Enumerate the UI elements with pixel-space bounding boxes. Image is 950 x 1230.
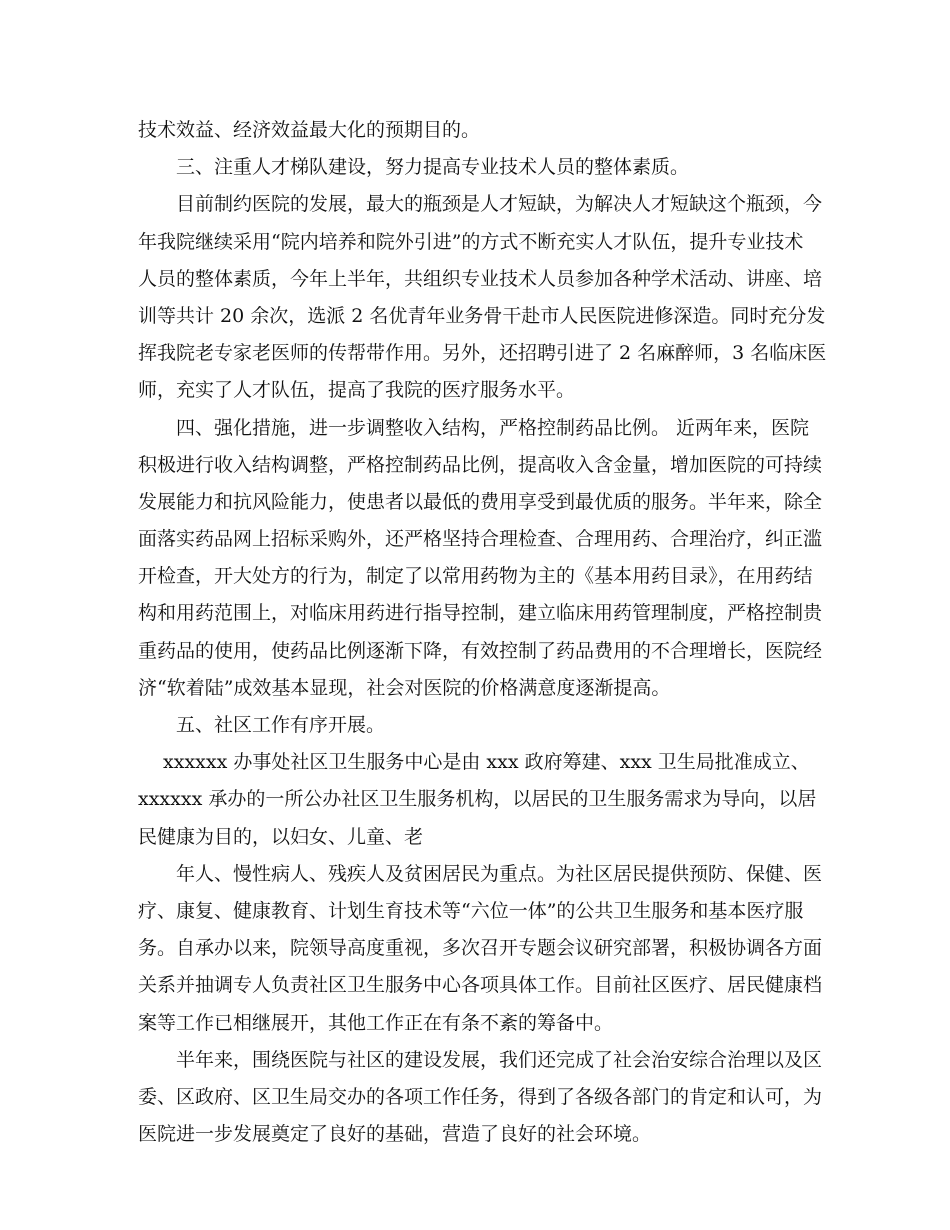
text-line: 半年来，围绕医院与社区的建设发展，我们还完成了社会治安综合治理以及区 [138, 1048, 823, 1071]
text-line: 人员的整体素质，今年上半年，共组织专业技术人员参加各种学术活动、讲座、培 [138, 267, 823, 290]
text-line: 开检查，开大处方的行为，制定了以常用药物为主的《基本用药目录》，在用药结 [138, 565, 813, 588]
section-heading-3: 三、注重人才梯队建设，努力提高专业技术人员的整体素质。 [138, 156, 690, 179]
text-line: 训等共计 20 余次，选派 2 名优青年业务骨干赴市人民医院进修深造。同时充分发 [138, 304, 826, 327]
text-line: 挥我院老专家老医师的传帮带作用。另外，还招聘引进了 2 名麻醉师，3 名临床医 [138, 342, 827, 365]
section-heading-4: 四、强化措施，进一步调整收入结构，严格控制药品比例。 近两年来，医院 [138, 416, 810, 439]
text-line: 关系并抽调专人负责社区卫生服务中心各项具体工作。目前社区医疗、居民健康档 [138, 974, 823, 997]
text-line: xxxxxx 承办的一所公办社区卫生服务机构，以居民的卫生服务需求为导向，以居 [138, 788, 817, 811]
text-line: 民健康为目的，以妇女、儿童、老 [138, 825, 424, 848]
text-line: 济“软着陆”成效基本显现，社会对医院的价格满意度逐渐提高。 [138, 676, 671, 699]
text-line: 构和用药范围上，对临床用药进行指导控制，建立临床用药管理制度，严格控制贵 [138, 602, 823, 625]
section-heading-5: 五、社区工作有序开展。 [138, 714, 386, 736]
text-line: 务。自承办以来，院领导高度重视，多次召开专题会议研究部署，积极协调各方面 [138, 937, 823, 960]
text-line: 积极进行收入结构调整，严格控制药品比例，提高收入含金量，增加医院的可持续 [138, 453, 823, 476]
text-line: 发展能力和抗风险能力，使患者以最低的费用享受到最优质的服务。半年来，除全 [138, 490, 823, 513]
text-line: 疗、康复、健康教育、计划生育技术等“六位一体”的公共卫生服务和基本医疗服 [138, 899, 804, 922]
text-line: 技术效益、经济效益最大化的预期目的。 [138, 119, 481, 141]
document-body [138, 112, 828, 1153]
text-line: 目前制约医院的发展，最大的瓶颈是人才短缺，为解决人才短缺这个瓶颈，今 [138, 193, 823, 216]
text-line: 师，充实了人才队伍，提高了我院的医疗服务水平。 [138, 379, 576, 402]
text-line: 年我院继续采用“院内培养和院外引进”的方式不断充实人才队伍，提升专业技术 [138, 230, 804, 253]
text-line: 案等工作已相继展开，其他工作正在有条不紊的筹备中。 [138, 1011, 614, 1034]
text-line: 重药品的使用，使药品比例逐渐下降，有效控制了药品费用的不合理增长，医院经 [138, 639, 823, 662]
text-line: 医院进一步发展奠定了良好的基础，营造了良好的社会环境。 [138, 1123, 652, 1146]
text-line: 面落实药品网上招标采购外，还严格坚持合理检查、合理用药、合理治疗，纠正滥 [138, 528, 823, 551]
text-line: xxxxxx 办事处社区卫生服务中心是由 xxx 政府筹建、xxx 卫生局批准成立、 [138, 751, 810, 774]
text-line: 委、区政府、区卫生局交办的各项工作任务，得到了各级各部门的肯定和认可，为 [138, 1085, 823, 1108]
text-line: 年人、慢性病人、残疾人及贫困居民为重点。为社区居民提供预防、保健、医 [138, 862, 823, 885]
